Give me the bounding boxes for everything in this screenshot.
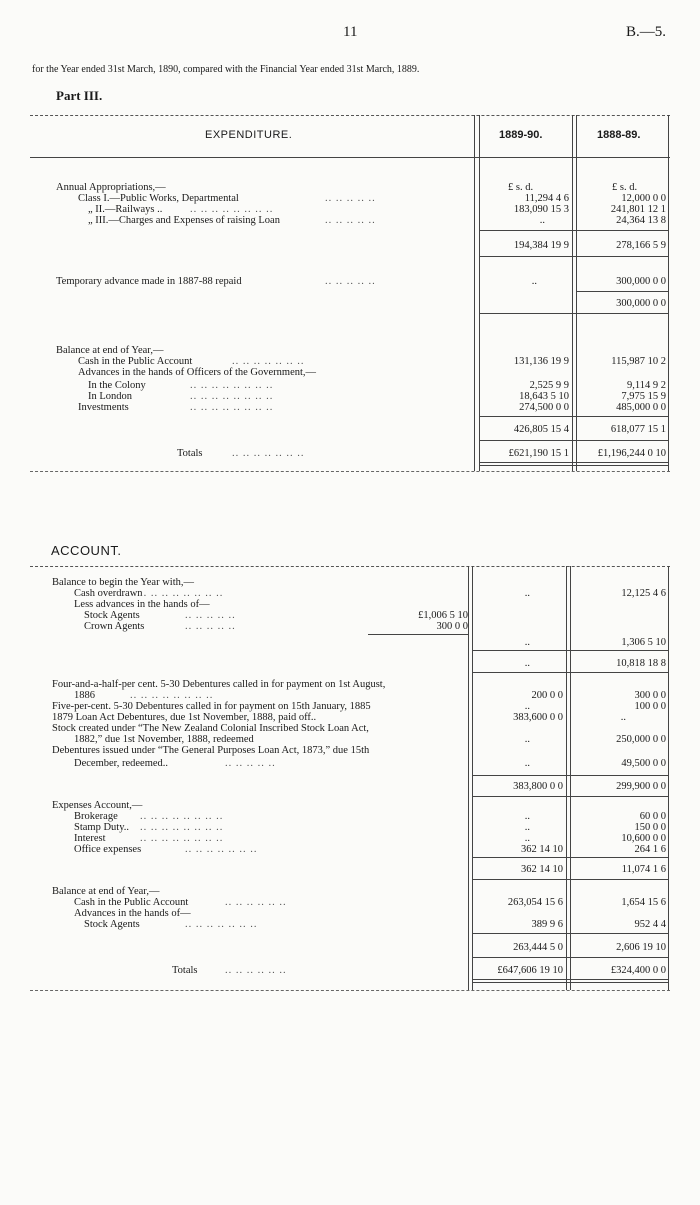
class-1-1888: 12,000 0 0	[621, 193, 666, 204]
expenses-subtotal-1889: 362 14 10	[521, 864, 563, 875]
office-expenses-1889: 362 14 10	[521, 844, 563, 855]
debentures-4-5-1889: 200 0 0	[531, 690, 563, 701]
debentures-4-5-label-line1: Four-and-a-half-per cent. 5-30 Debentures called in for payment on 1st August,	[52, 679, 386, 690]
stock-agents-end-1889: 389 9 6	[531, 919, 563, 930]
balance-end-year-title: Balance at end of Year,—	[52, 886, 160, 897]
class-3-label: „ III.—Charges and Expenses of raising Loan	[88, 215, 280, 226]
currency-header-1: £ s. d.	[508, 182, 534, 193]
class-2-label: „ II.—Railways ..	[88, 204, 163, 215]
cash-overdrawn-1888: 12,125 4 6	[621, 588, 666, 599]
in-london-1889: 18,643 5 10	[519, 391, 569, 402]
in-london-label: In London	[88, 391, 133, 402]
less-advances-1888: 1,306 5 10	[621, 637, 666, 648]
document-reference: B.—5.	[626, 24, 667, 40]
col-header-1889-90: 1889-90.	[499, 129, 543, 141]
expenditure-total-1889: £621,190 15 1	[508, 448, 569, 459]
stock-agents-end-label: Stock Agents	[84, 919, 140, 930]
page-number: 11	[343, 24, 358, 40]
inscribed-stock-1889: ..	[524, 734, 530, 745]
expenditure-totals-label: Totals	[177, 448, 203, 459]
debentures-4-5-1888: 300 0 0	[634, 690, 666, 701]
interest-label: Interest	[74, 833, 106, 844]
crown-agents-label: Crown Agents	[84, 621, 145, 632]
expenses-subtotal-1888: 11,074 1 6	[621, 864, 666, 875]
office-expenses-1888: 264 1 6	[634, 844, 666, 855]
inscribed-stock-label-line1: Stock created under “The New Zealand Colonial Inscribed Stock Loan Act,	[52, 723, 369, 734]
account-total-1889: £647,606 19 10	[497, 965, 563, 976]
general-purposes-1888: 49,500 0 0	[621, 758, 666, 769]
class-3-1888: 24,364 13 8	[616, 215, 666, 226]
page-subtitle: for the Year ended 31st March, 1890, compared with the Financial Year ended 31st March, 1889.	[32, 64, 420, 75]
advances-hands-label: Advances in the hands of—	[74, 908, 191, 919]
account-totals-label: Totals	[172, 965, 198, 976]
subtotal-appropriations-1888: 278,166 5 9	[616, 240, 666, 251]
class-1-label: Class I.—Public Works, Departmental	[78, 193, 239, 204]
temporary-subtotal-1888: 300,000 0 0	[616, 298, 666, 309]
general-purposes-label-line1: Debentures issued under “The General Purposes Loan Act, 1873,” due 15th	[52, 745, 370, 756]
in-london-1888: 7,975 15 9	[621, 391, 666, 402]
cash-public-account-1889: 131,136 19 9	[513, 356, 569, 367]
account-total-1888: £324,400 0 0	[610, 965, 666, 976]
brokerage-1888: 60 0 0	[639, 811, 666, 822]
expenditure-heading: EXPENDITURE.	[205, 129, 293, 141]
subtotal-appropriations-1889: 194,384 19 9	[513, 240, 569, 251]
cash-public-account-1888: 115,987 10 2	[611, 356, 666, 367]
cash-public-account-end-1888: 1,654 15 6	[621, 897, 666, 908]
interest-1888: 10,600 0 0	[621, 833, 666, 844]
part-heading: Part III.	[56, 88, 103, 103]
cash-overdrawn-1889: ..	[524, 588, 530, 599]
cash-public-account-end-1889: 263,054 15 6	[507, 897, 563, 908]
class-2-1889: 183,090 15 3	[513, 204, 569, 215]
less-advances-label: Less advances in the hands of—	[74, 599, 210, 610]
inscribed-stock-1888: 250,000 0 0	[616, 734, 666, 745]
investments-label: Investments	[78, 402, 129, 413]
debentures-subtotal-1889: 383,800 0 0	[513, 781, 563, 792]
class-2-1888: 241,801 12 1	[610, 204, 666, 215]
general-purposes-1889: ..	[524, 758, 530, 769]
interest-1889: ..	[524, 833, 530, 844]
inscribed-stock-label-line2: 1882,” due 1st November, 1888, redeemed	[74, 734, 254, 745]
temporary-advance-label: Temporary advance made in 1887-88 repaid	[56, 276, 242, 287]
cash-public-account-label: Cash in the Public Account	[78, 356, 193, 367]
investments-1889: 274,500 0 0	[519, 402, 569, 413]
brokerage-label: Brokerage	[74, 811, 118, 822]
stamp-duty-1888: 150 0 0	[634, 822, 666, 833]
col-header-1888-89: 1888-89.	[597, 129, 641, 141]
debentures-5-1889: ..	[524, 701, 530, 712]
in-colony-1889: 2,525 9 9	[529, 380, 569, 391]
balance-begin-title: Balance to begin the Year with,—	[52, 577, 195, 588]
class-1-1889: 11,294 4 6	[524, 193, 569, 204]
expenses-account-title: Expenses Account,—	[52, 800, 143, 811]
temporary-advance-1889: ..	[531, 276, 537, 287]
loan-act-1879-1889: 383,600 0 0	[513, 712, 563, 723]
cash-overdrawn-label: Cash overdrawn	[74, 588, 143, 599]
net-balance-1889: ..	[524, 658, 530, 669]
stock-agents-end-1888: 952 4 4	[634, 919, 666, 930]
in-colony-label: In the Colony	[88, 380, 146, 391]
account-heading: ACCOUNT.	[51, 543, 122, 558]
subtotal-balance-1888: 618,077 15 1	[610, 424, 666, 435]
brokerage-1889: ..	[524, 811, 530, 822]
stamp-duty-label: Stamp Duty..	[74, 822, 130, 833]
net-balance-1888: 10,818 18 8	[616, 658, 666, 669]
loan-act-1879-label: 1879 Loan Act Debentures, due 1st November, 1888, paid off..	[52, 712, 317, 723]
advances-officers-label: Advances in the hands of Officers of the Government,—	[78, 367, 317, 378]
debentures-subtotal-1888: 299,900 0 0	[616, 781, 666, 792]
debentures-5-1888: 100 0 0	[634, 701, 666, 712]
balance-end-title: Balance at end of Year,—	[56, 345, 164, 356]
class-3-1889: ..	[539, 215, 545, 226]
currency-header-2: £ s. d.	[612, 182, 638, 193]
debentures-5-label: Five-per-cent. 5-30 Debentures called in for payment on 15th January, 1885	[52, 701, 371, 712]
loan-act-1879-1888: ..	[620, 712, 626, 723]
investments-1888: 485,000 0 0	[616, 402, 666, 413]
in-colony-1888: 9,114 9 2	[627, 380, 666, 391]
office-expenses-label: Office expenses	[74, 844, 142, 855]
annual-appropriations-title: Annual Appropriations,—	[56, 182, 166, 193]
subtotal-balance-1889: 426,805 15 4	[513, 424, 569, 435]
expenditure-total-1888: £1,196,244 0 10	[597, 448, 666, 459]
balance-end-subtotal-1889: 263,444 5 0	[513, 942, 563, 953]
temporary-advance-1888: 300,000 0 0	[616, 276, 666, 287]
crown-agents-amount: 300 0 0	[436, 621, 468, 632]
general-purposes-label-line2: December, redeemed..	[74, 758, 169, 769]
cash-public-account-end-label: Cash in the Public Account	[74, 897, 189, 908]
stock-agents-amount: £1,006 5 10	[418, 610, 468, 621]
less-advances-1889: ..	[524, 637, 530, 648]
stock-agents-label: Stock Agents	[84, 610, 140, 621]
stamp-duty-1889: ..	[524, 822, 530, 833]
debentures-4-5-label-line2: 1886	[74, 690, 95, 701]
balance-end-subtotal-1888: 2,606 19 10	[616, 942, 666, 953]
